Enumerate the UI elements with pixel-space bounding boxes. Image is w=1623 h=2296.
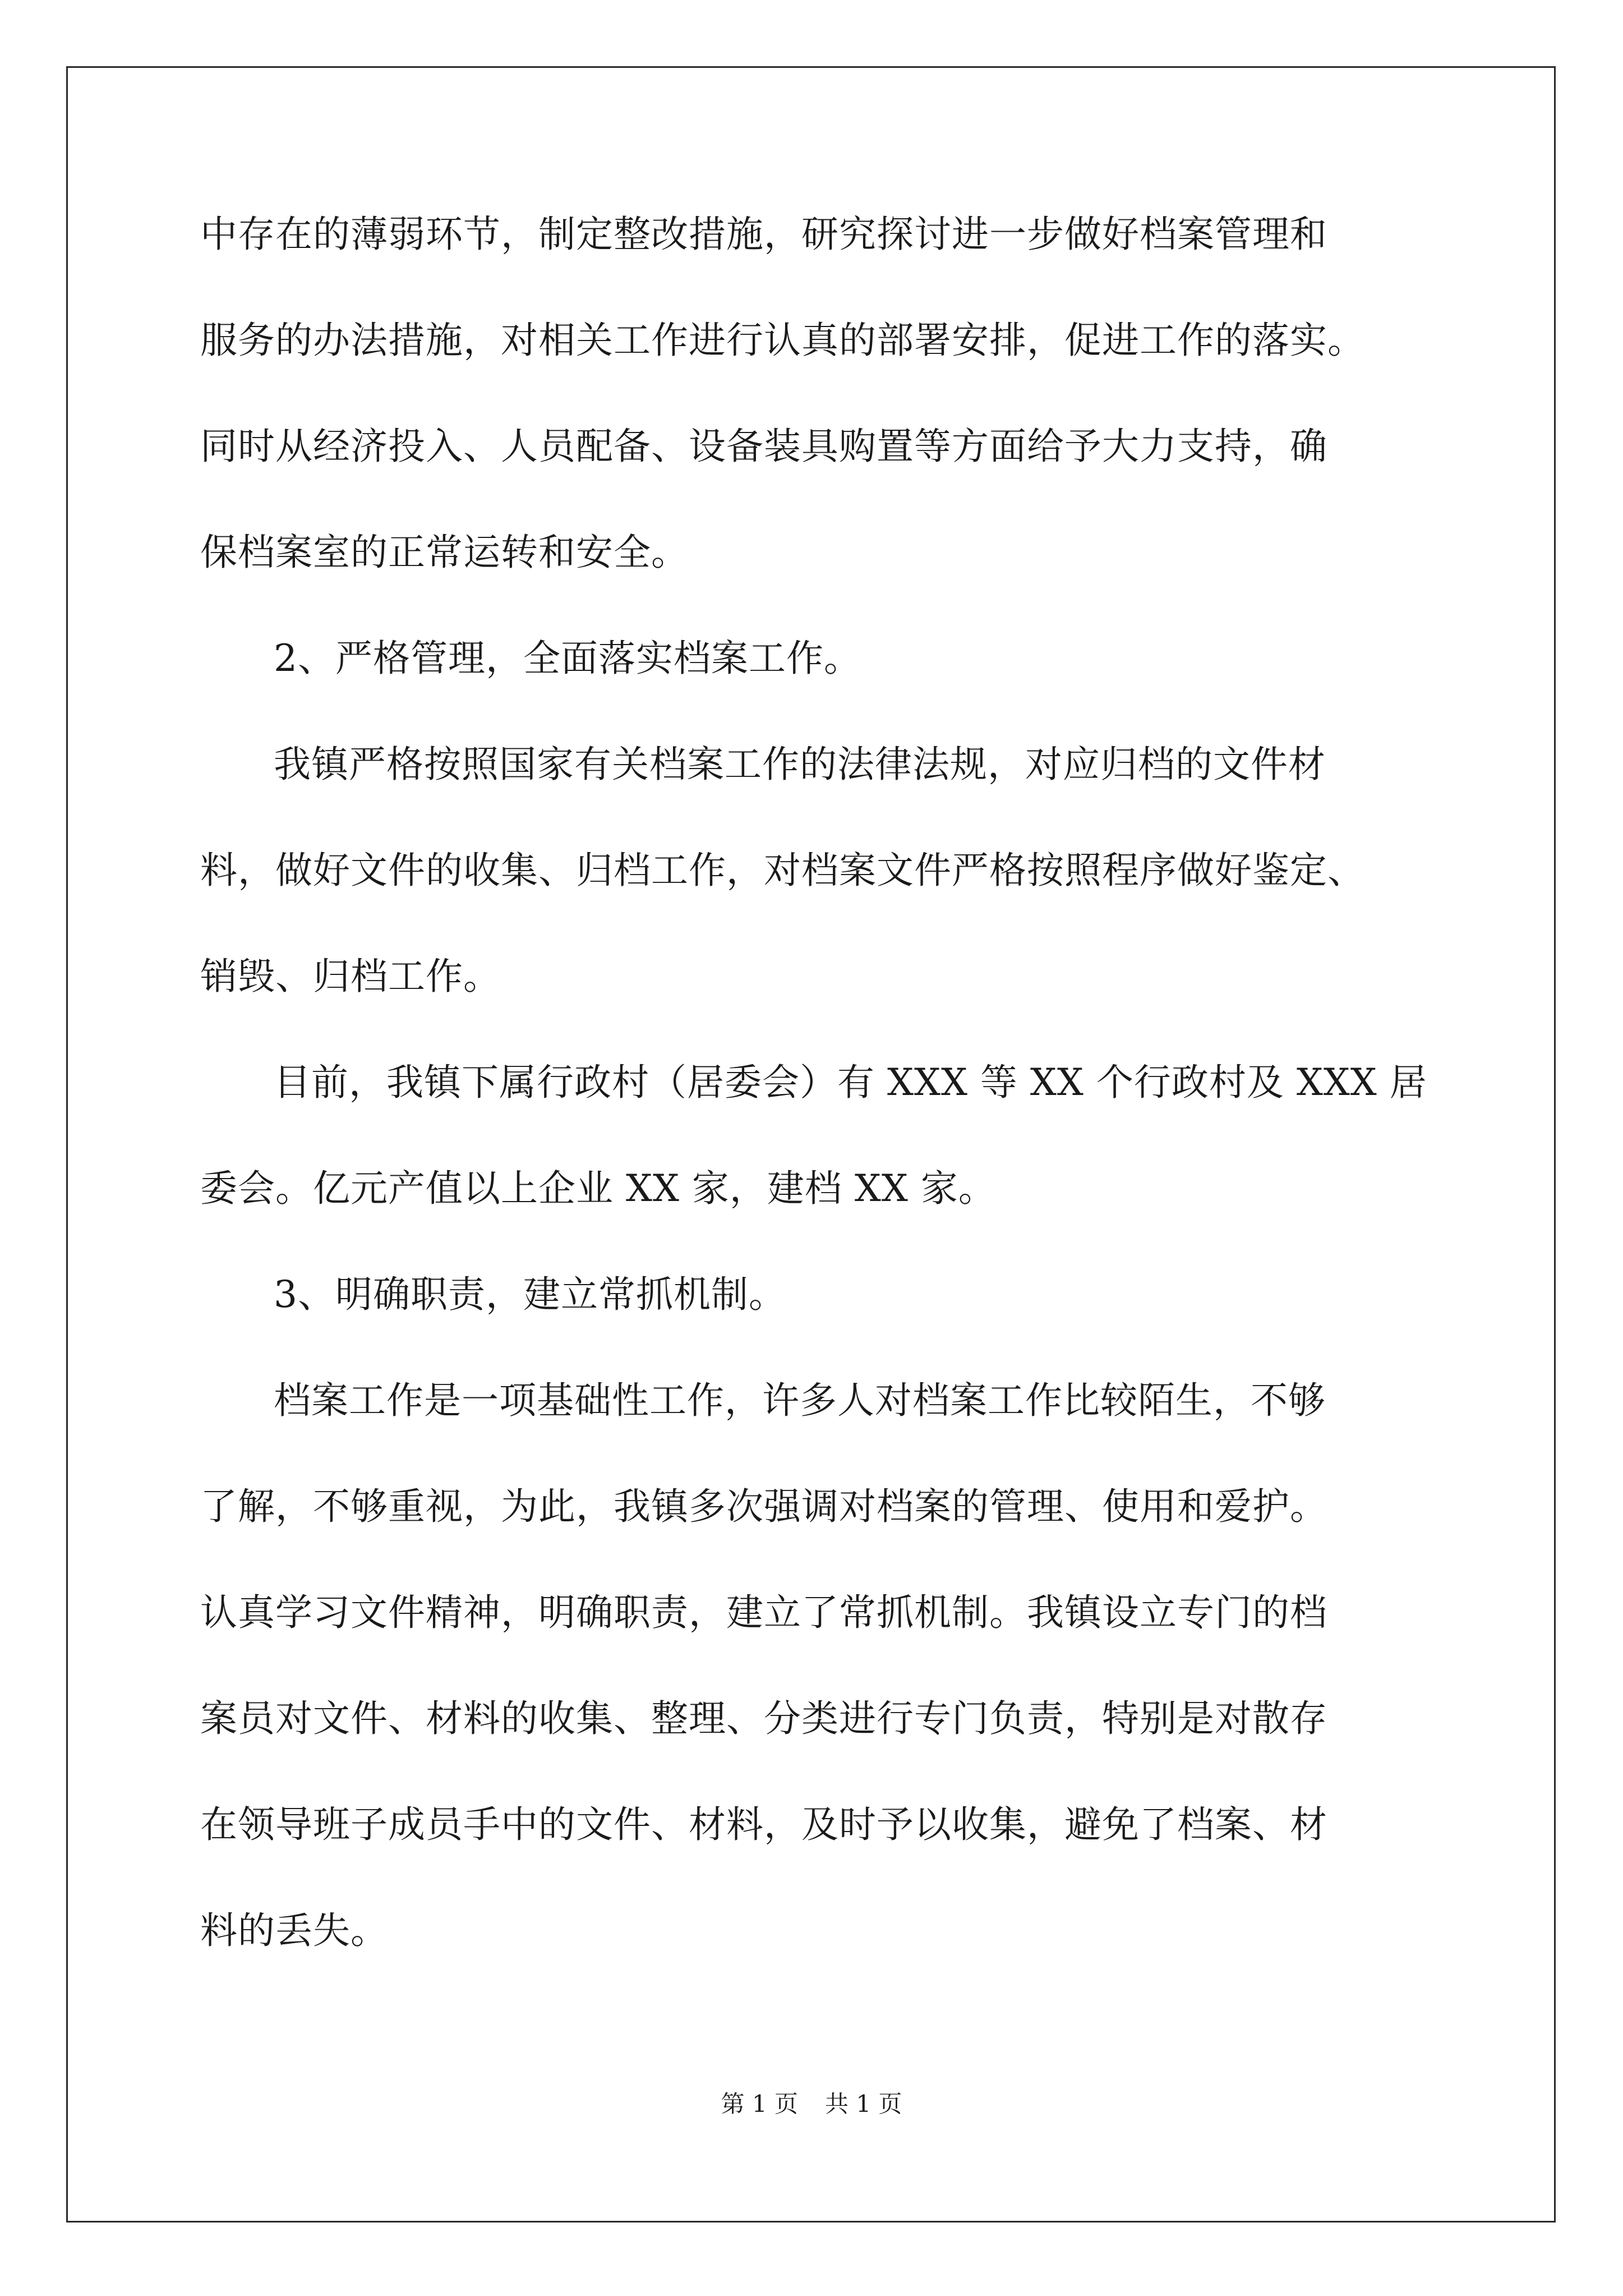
section-heading-3: 3、明确职责，建立常抓机制。 xyxy=(274,1273,786,1316)
text-line-10: 委会。亿元产值以上企业 XX 家，建档 XX 家。 xyxy=(200,1167,996,1210)
section-heading-2: 2、严格管理，全面落实档案工作。 xyxy=(274,637,861,680)
text-line-6: 我镇严格按照国家有关档案工作的法律法规，对应归档的文件材 xyxy=(274,743,1326,786)
text-line-7: 料，做好文件的收集、归档工作，对档案文件严格按照程序做好鉴定、 xyxy=(200,849,1365,892)
text-line-4: 保档案室的正常运转和安全。 xyxy=(200,531,689,574)
page-total: 共 1 页 xyxy=(825,2090,902,2118)
document-body xyxy=(200,213,1456,2018)
text-line-2: 服务的办法措施，对相关工作进行认真的部署安排，促进工作的落实。 xyxy=(200,319,1365,362)
text-line-13: 了解，不够重视，为此，我镇多次强调对档案的管理、使用和爱护。 xyxy=(200,1485,1327,1528)
text-line-3: 同时从经济投入、人员配备、设备装具购置等方面给予大力支持，确 xyxy=(200,425,1327,468)
text-line-9: 目前，我镇下属行政村（居委会）有 XXX 等 XX 个行政村及 XXX 居 xyxy=(274,1061,1427,1104)
text-line-1: 中存在的薄弱环节，制定整改措施，研究探讨进一步做好档案管理和 xyxy=(200,213,1327,256)
text-line-14: 认真学习文件精神，明确职责，建立了常抓机制。我镇设立专门的档 xyxy=(200,1591,1327,1634)
page-number: 第 1 页 xyxy=(721,2090,798,2118)
text-line-8: 销毁、归档工作。 xyxy=(200,955,501,998)
text-line-12: 档案工作是一项基础性工作，许多人对档案工作比较陌生，不够 xyxy=(274,1379,1326,1422)
text-line-15: 案员对文件、材料的收集、整理、分类进行专门负责，特别是对散存 xyxy=(200,1697,1327,1740)
page-footer xyxy=(0,2091,1623,2117)
text-line-17: 料的丢失。 xyxy=(200,1909,388,1952)
text-line-16: 在领导班子成员手中的文件、材料，及时予以收集，避免了档案、材 xyxy=(200,1803,1327,1846)
